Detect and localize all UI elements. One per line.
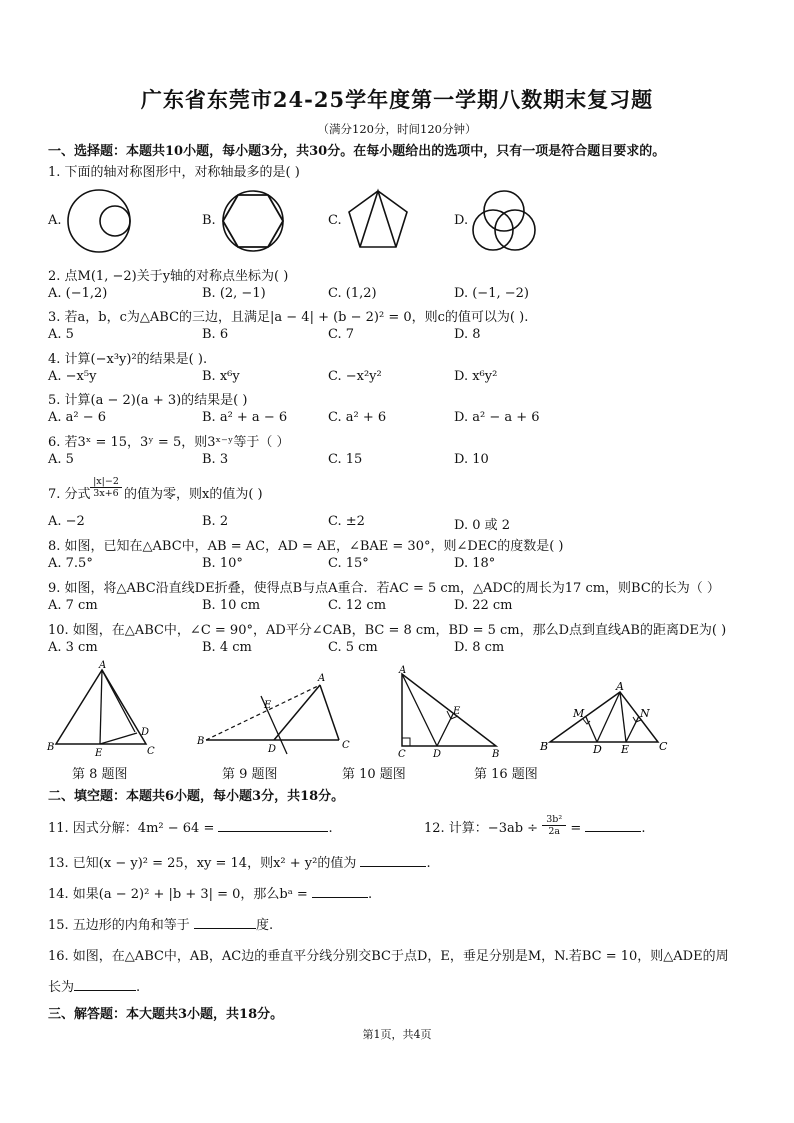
q1-stem: 1. 下面的轴对称图形中，对称轴最多的是( )	[48, 165, 300, 180]
q1-figure-c-pentagon-icon	[346, 188, 410, 252]
q15-suffix: 度.	[255, 918, 274, 933]
q11-answer-blank[interactable]	[218, 817, 328, 832]
figure-q10-right-triangle-diagram	[392, 664, 512, 760]
q2-stem: 2. 点M(1, −2)关于y轴的对称点坐标为( )	[48, 269, 289, 284]
q9-option-b: B. 10 cm	[202, 598, 261, 613]
q2-option-a: A. (−1,2)	[48, 286, 108, 301]
q12-fraction-denominator: 2a	[548, 826, 561, 837]
section2-heading: 二、填空题：本题共6小题，每小题3分，共18分。	[48, 789, 345, 804]
svg-text:D: D	[268, 744, 277, 755]
q1-label-c: C.	[328, 213, 342, 228]
svg-text:B: B	[197, 736, 205, 747]
svg-text:B: B	[47, 742, 55, 753]
q8-option-a: A. 7.5°	[48, 556, 93, 571]
q3-option-b: B. 6	[202, 327, 229, 342]
q10-option-b: B. 4 cm	[202, 640, 252, 655]
q12-fraction	[542, 814, 566, 837]
svg-text:D: D	[593, 743, 602, 756]
q12-answer-blank[interactable]	[585, 817, 641, 832]
page-footer: 第1页，共4页	[362, 1028, 432, 1041]
q5-option-b: B. a² + a − 6	[202, 410, 288, 425]
figure-q16-triangle-diagram	[536, 680, 676, 760]
q1-label-b: B.	[202, 213, 216, 228]
q4-option-b: B. x⁶y	[202, 369, 240, 384]
figure-caption-q16: 第 16 题图	[474, 767, 538, 782]
svg-text:C: C	[398, 749, 406, 760]
q13-answer-blank[interactable]	[360, 852, 426, 867]
svg-text:C: C	[147, 746, 155, 757]
section1-heading: 一、选择题：本题共10小题，每小题3分，共30分。在每小题给出的选项中，只有一项是符合题目要求的。	[48, 144, 666, 159]
q16-line1: 16. 如图，在△ABC中，AB，AC边的垂直平分线分别交BC于点D，E，垂足分别是M，N.若BC = 10，则△ADE的周	[48, 949, 729, 964]
q6-option-a: A. 5	[48, 452, 74, 467]
q3-stem: 3. 若a，b，c为△ABC的三边，且满足|a − 4| + (b − 2)² = 0，则c的值可以为( ).	[48, 310, 529, 325]
q7-fraction-denominator: 3x+6	[93, 488, 119, 499]
q4-option-a: A. −x⁵y	[48, 369, 97, 384]
svg-text:E: E	[95, 748, 103, 759]
svg-text:B: B	[540, 740, 549, 753]
q7-option-d: D. 0 或 2	[454, 518, 511, 533]
q5-stem: 5. 计算(a − 2)(a + 3)的结果是( )	[48, 393, 248, 408]
figure-q8-triangle-diagram	[40, 660, 170, 760]
q10-stem: 10. 如图，在△ABC中，∠C = 90°，AD平分∠CAB，BC = 8 cm，BD = 5 cm，那么D点到直线AB的距离DE为( )	[48, 623, 727, 638]
q6-option-c: C. 15	[328, 452, 363, 467]
q2-option-c: C. (1,2)	[328, 286, 377, 301]
q16-answer-blank[interactable]	[74, 976, 136, 991]
svg-text:N: N	[640, 707, 650, 720]
q6-option-d: D. 10	[454, 452, 489, 467]
q8-option-c: C. 15°	[328, 556, 369, 571]
q14-row	[48, 883, 372, 902]
q5-option-a: A. a² − 6	[48, 410, 107, 425]
q13-suffix: .	[426, 856, 431, 871]
q7-fraction	[90, 476, 122, 499]
q5-option-c: C. a² + 6	[328, 410, 387, 425]
q12-fraction-numerator: 3b²	[542, 814, 566, 826]
q1-label-d: D.	[454, 213, 469, 228]
q9-option-a: A. 7 cm	[48, 598, 98, 613]
q7-option-a: A. −2	[48, 514, 85, 529]
q4-stem: 4. 计算(−x³y)²的结果是( ).	[48, 352, 208, 367]
q12-text-pre: 12. 计算：−3ab ÷	[424, 821, 539, 836]
q8-stem: 8. 如图，已知在△ABC中，AB = AC，AD = AE，∠BAE = 30°，则∠DEC的度数是( )	[48, 539, 564, 554]
figure-caption-q9: 第 9 题图	[222, 767, 278, 782]
q6-stem: 6. 若3ˣ = 15，3ʸ = 5，则3ˣ⁻ʸ等于（ ）	[48, 435, 290, 450]
q1-label-a: A.	[48, 213, 62, 228]
q11-suffix: .	[328, 821, 333, 836]
q13-row	[48, 852, 431, 871]
q16-suffix: .	[136, 980, 141, 995]
q2-option-d: D. (−1, −2)	[454, 286, 529, 301]
q4-option-d: D. x⁶y²	[454, 369, 498, 384]
q3-option-a: A. 5	[48, 327, 74, 342]
q5-option-d: D. a² − a + 6	[454, 410, 540, 425]
svg-text:A: A	[616, 680, 624, 693]
q7-stem-pre: 7. 分式	[48, 487, 91, 502]
q9-option-c: C. 12 cm	[328, 598, 387, 613]
q1-figure-d-trefoil-icon	[471, 188, 537, 254]
figure-q9-fold-diagram	[194, 668, 364, 760]
q6-option-b: B. 3	[202, 452, 229, 467]
figure-caption-q10: 第 10 题图	[342, 767, 406, 782]
q10-option-d: D. 8 cm	[454, 640, 505, 655]
q15-row	[48, 914, 273, 933]
svg-text:B: B	[492, 749, 500, 760]
svg-text:D: D	[141, 727, 150, 738]
svg-text:C: C	[659, 740, 668, 753]
q16-line2-pre: 长为	[48, 980, 75, 995]
q8-option-d: D. 18°	[454, 556, 496, 571]
q2-option-b: B. (2, −1)	[202, 286, 266, 301]
page-subtitle: （满分120分，时间120分钟）	[317, 122, 477, 136]
q1-figure-a-circles-icon	[65, 188, 133, 254]
q13-text: 13. 已知(x − y)² = 25，xy = 14，则x² + y²的值为	[48, 856, 357, 871]
q12-suffix: .	[641, 821, 646, 836]
svg-text:A: A	[318, 673, 326, 684]
q11-text: 11. 因式分解：4m² − 64 =	[48, 821, 215, 836]
q14-text: 14. 如果(a − 2)² + |b + 3| = 0，那么bᵃ =	[48, 887, 308, 902]
page-title: 广东省东莞市24-25学年度第一学期八数期末复习题	[140, 87, 654, 112]
q7-stem-post: 的值为零，则x的值为( )	[124, 487, 263, 502]
q8-option-b: B. 10°	[202, 556, 243, 571]
svg-text:E: E	[264, 700, 272, 711]
q16-line2	[48, 976, 140, 995]
q14-answer-blank[interactable]	[312, 883, 368, 898]
q15-answer-blank[interactable]	[194, 914, 256, 929]
q3-option-d: D. 8	[454, 327, 481, 342]
section3-heading: 三、解答题：本大题共3小题，共18分。	[48, 1007, 284, 1022]
q11-row	[48, 817, 333, 836]
q10-option-c: C. 5 cm	[328, 640, 378, 655]
svg-text:A: A	[99, 660, 107, 671]
q15-text: 15. 五边形的内角和等于	[48, 918, 190, 933]
q1-figure-b-hexagon-icon	[218, 187, 288, 255]
q12-text-post: =	[570, 821, 582, 836]
svg-text:E: E	[453, 706, 461, 717]
q7-option-c: C. ±2	[328, 514, 365, 529]
q9-stem: 9. 如图，将△ABC沿直线DE折叠，使得点B与点A重合．若AC = 5 cm，△ADC的周长为17 cm，则BC的长为（ ）	[48, 581, 720, 596]
q7-option-b: B. 2	[202, 514, 229, 529]
q3-option-c: C. 7	[328, 327, 355, 342]
q10-option-a: A. 3 cm	[48, 640, 98, 655]
q4-option-c: C. −x²y²	[328, 369, 382, 384]
svg-text:D: D	[433, 749, 442, 760]
svg-text:M: M	[573, 707, 585, 720]
q12-row	[424, 814, 646, 840]
svg-text:C: C	[342, 740, 350, 751]
q7-fraction-numerator: |x|−2	[90, 476, 122, 488]
q9-option-d: D. 22 cm	[454, 598, 513, 613]
svg-text:A: A	[399, 665, 407, 676]
svg-text:E: E	[621, 743, 630, 756]
figure-caption-q8: 第 8 题图	[72, 767, 128, 782]
q14-suffix: .	[367, 887, 373, 902]
